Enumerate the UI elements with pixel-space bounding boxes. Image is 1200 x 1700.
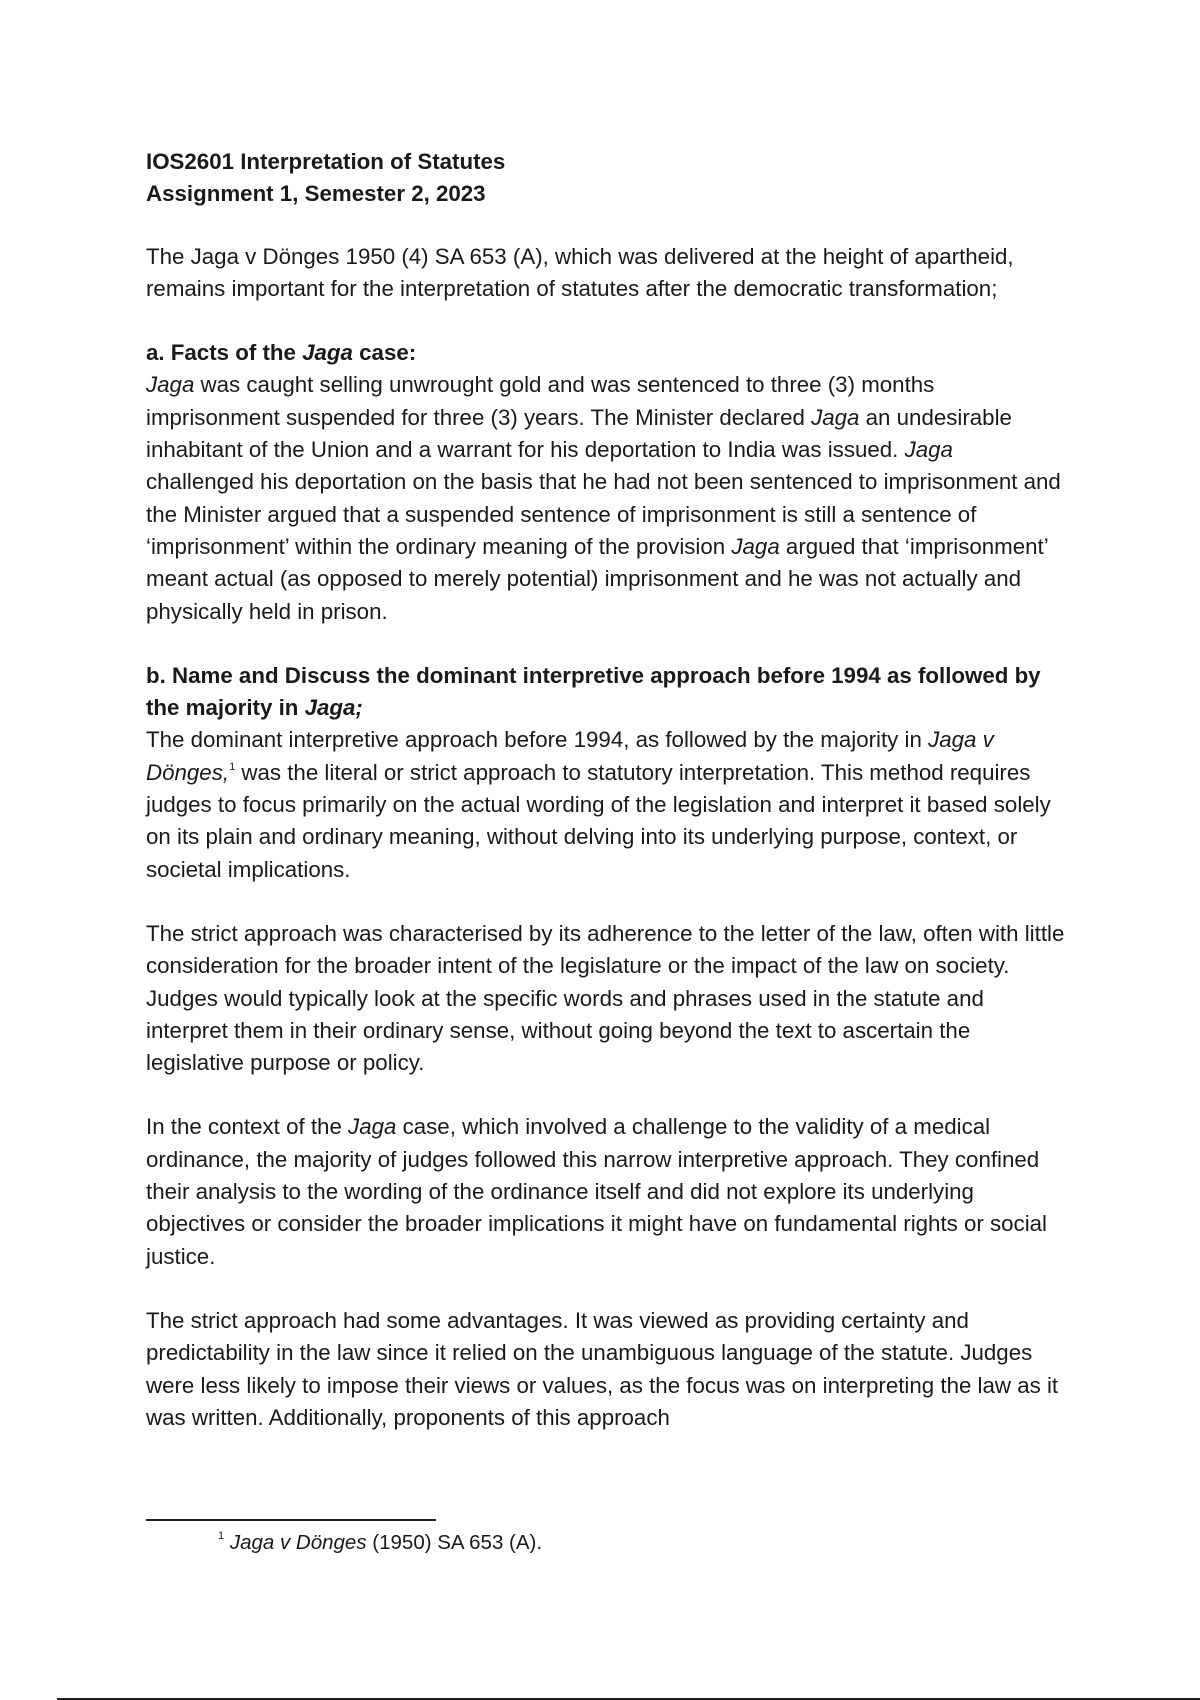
document-page bbox=[146, 146, 1066, 1434]
section-a-heading: a. Facts of the Jaga case: bbox=[146, 340, 417, 366]
intro-paragraph: The Jaga v Dönges 1950 (4) SA 653 (A), which was delivered at the height of apartheid, remains important for the interpretation of statutes after the democratic transformation; bbox=[146, 243, 1014, 301]
section-b-paragraph-3: In the context of the Jaga case, which involved a challenge to the validity of a medical ordinance, the majority of judges followed this narrow interpretive approach. They confined their analysis to the wording of the ordinance itself and did not explore its underlying objectives or consider the broader implications it might have on fundamental rights or social justice. bbox=[146, 1114, 1048, 1269]
section-b-paragraph-1: The dominant interpretive approach before 1994, as followed by the majority in Jaga v Dönges,$^1$ was the literal or strict approach to statutory interpretation. This method requires judges to focus primarily on the actual wording of the legislation and interpret it based solely on its plain and ordinary meaning, without delving into its underlying purpose, context, or societal implications. bbox=[146, 727, 1051, 882]
assignment-title: Assignment 1, Semester 2, 2023 bbox=[146, 181, 486, 207]
footnote-marker: 1 bbox=[218, 1530, 225, 1542]
footnote-reference[interactable]: 1 bbox=[229, 760, 236, 773]
footnote bbox=[218, 1528, 542, 1558]
section-b-heading: b. Name and Discuss the dominant interpretive approach before 1994 as followed by the majority in Jaga; bbox=[146, 662, 1041, 721]
footnote-divider bbox=[146, 1519, 436, 1521]
section-a-facts-paragraph: Jaga was caught selling unwrought gold and was sentenced to three (3) months imprisonment suspended for three (3) years. The Minister declared Jaga an undesirable inhabitant of the Union and a warrant for his deportation to India was issued. Jaga challenged his deportation on the basis that he had not been sentenced to imprisonment and the Minister argued that a suspended sentence of imprisonment is still a sentence of ‘imprisonment’ within the ordinary meaning of the provision Jaga argued that ‘imprisonment’ meant actual (as opposed to merely potential) imprisonment and he was not actually and physically held in prison. bbox=[146, 372, 1061, 624]
section-b-paragraph-2: The strict approach was characterised by its adherence to the letter of the law, often with little consideration for the broader intent of the legislature or the impact of the law on society. Judges would typically look at the specific words and phrases used in the statute and interpret them in their ordinary sense, without going beyond the text to ascertain the legislative purpose or policy. bbox=[146, 920, 1065, 1076]
course-title: IOS2601 Interpretation of Statutes bbox=[146, 149, 506, 174]
footnote-citation: (1950) SA 653 (A). bbox=[366, 1531, 543, 1554]
footnote-case-name: Jaga v Dönges bbox=[229, 1531, 367, 1554]
section-b-paragraph-4: The strict approach had some advantages. It was viewed as providing certainty and predictability in the law since it relied on the unambiguous language of the statute. Judges were less likely to impose their views or values, as the focus was on interpreting the law as it was written. Additionally, proponents of this approach bbox=[146, 1307, 1059, 1430]
